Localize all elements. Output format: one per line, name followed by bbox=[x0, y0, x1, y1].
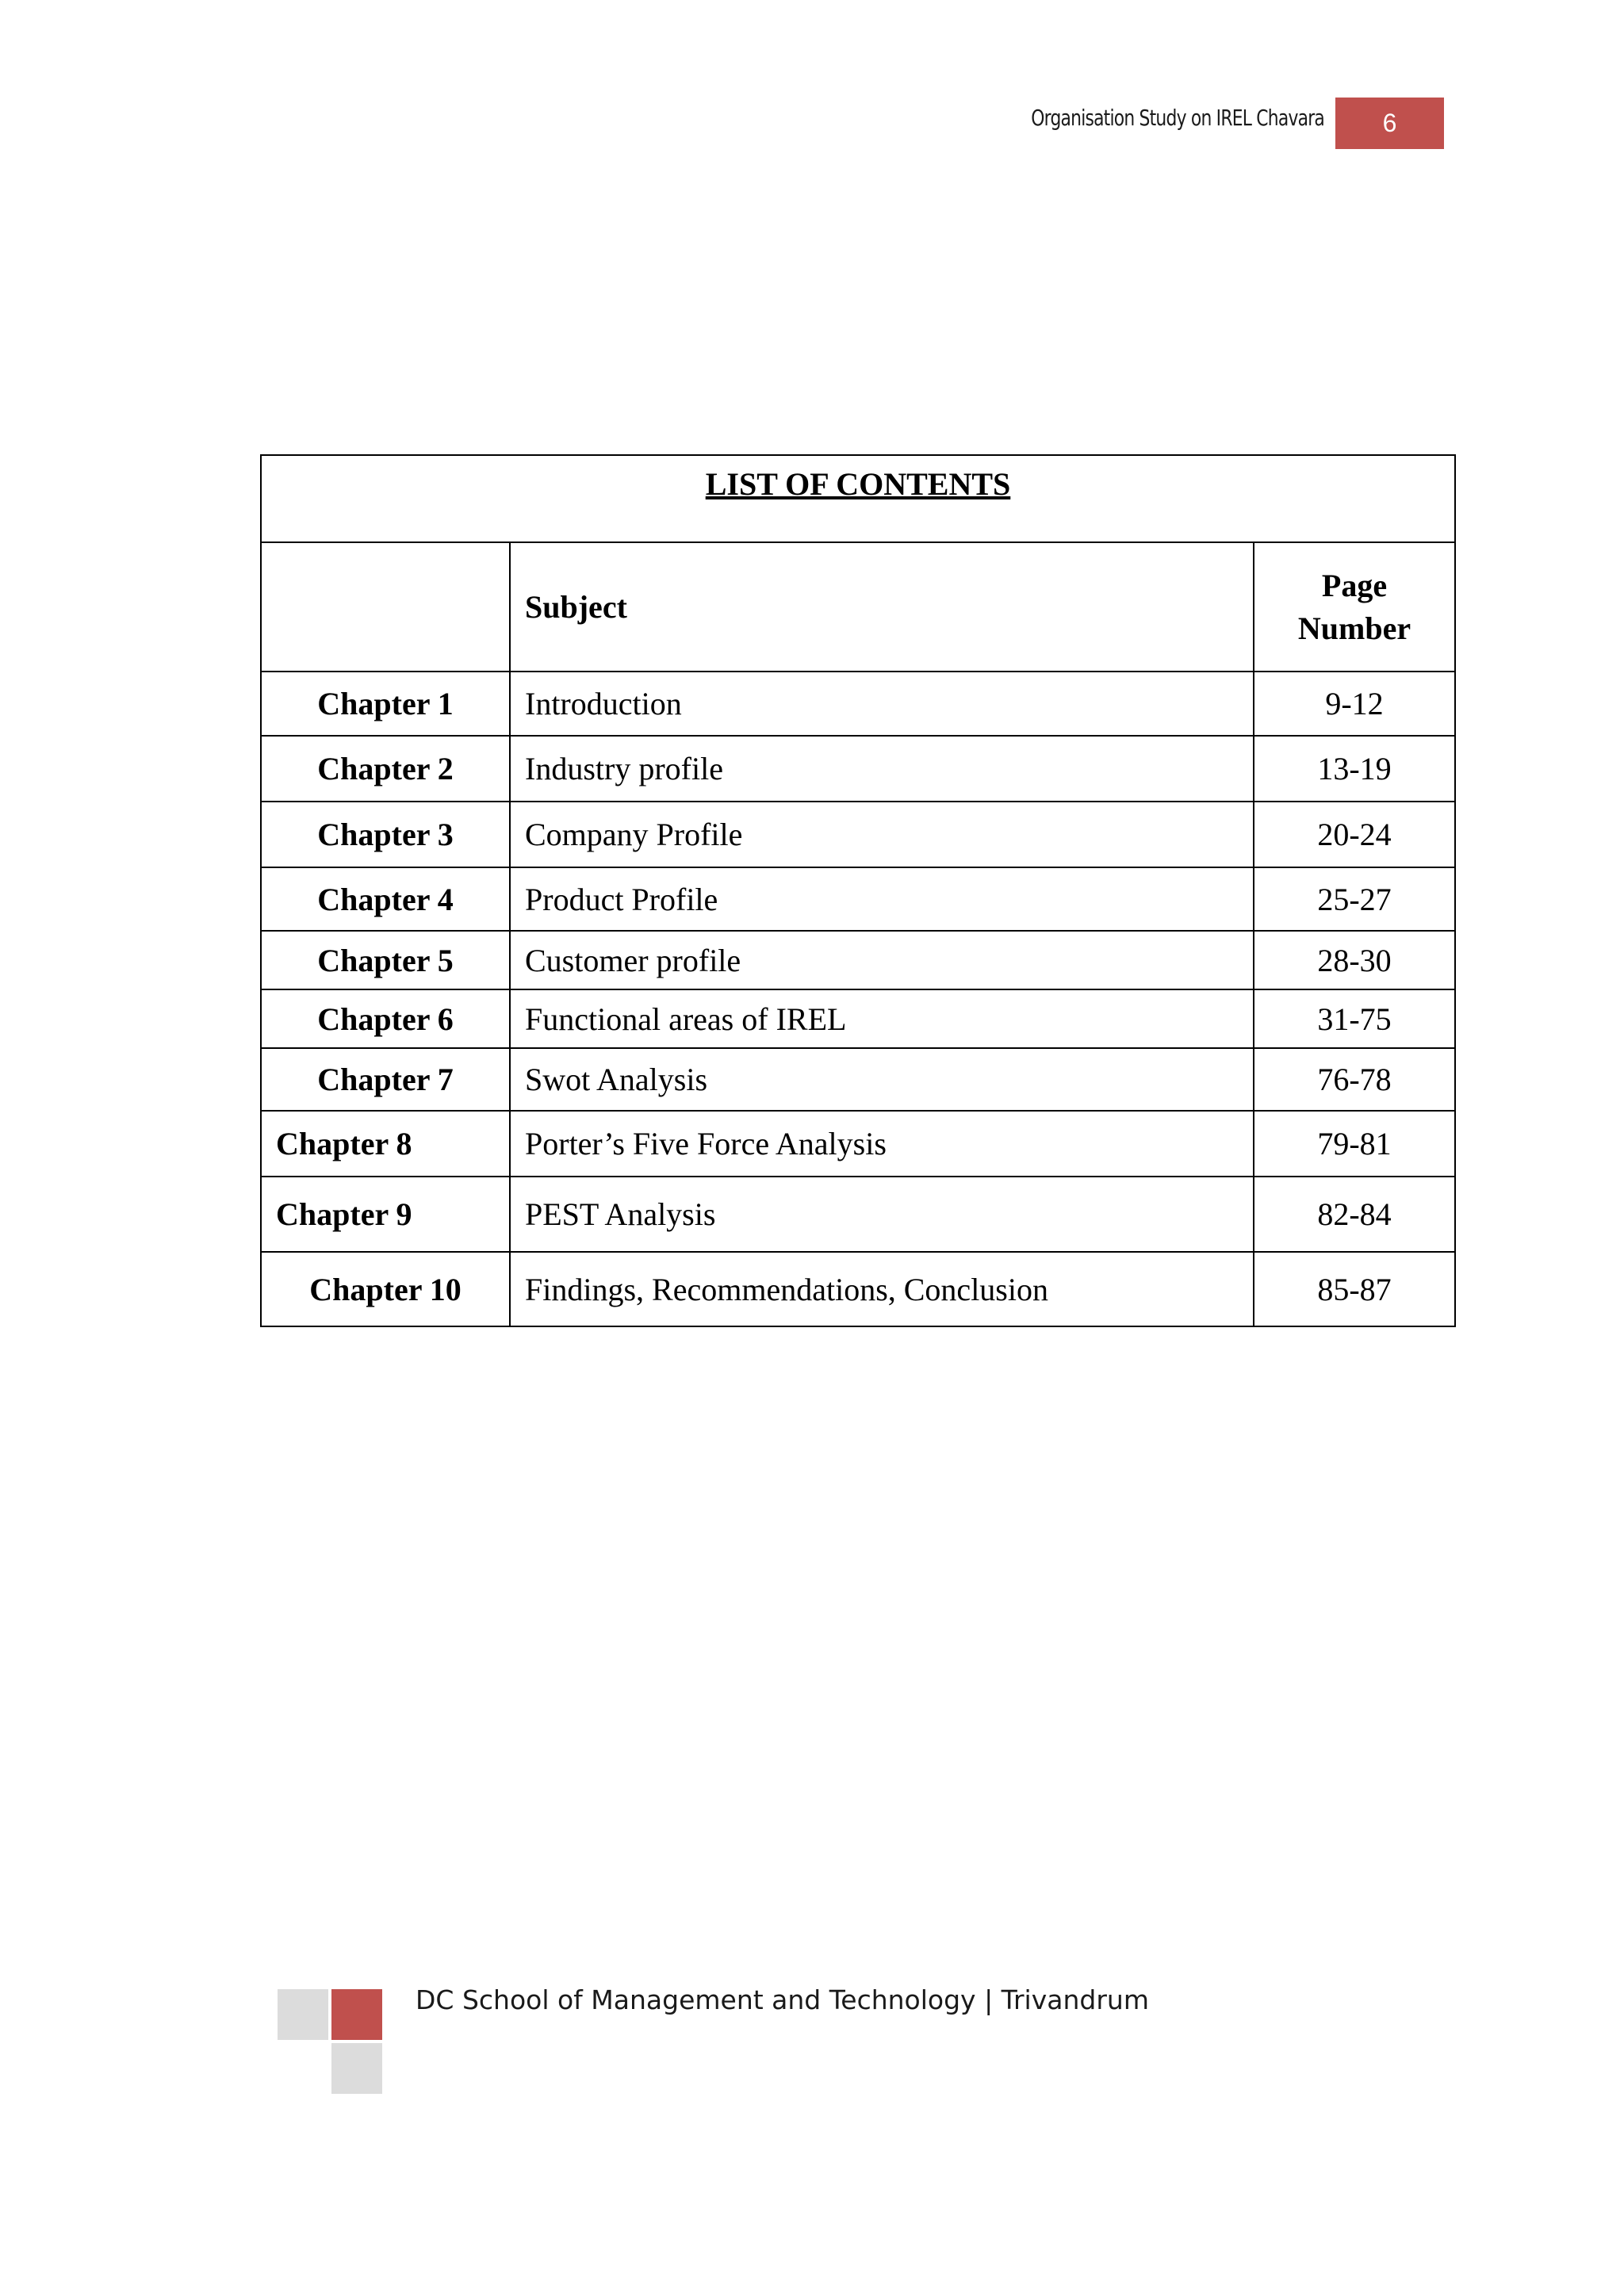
pages-cell: 28-30 bbox=[1254, 931, 1455, 989]
subject-cell: Product Profile bbox=[510, 867, 1254, 931]
pages-cell: 31-75 bbox=[1254, 989, 1455, 1048]
table-row bbox=[261, 802, 1455, 867]
footer-decor-square-gray bbox=[278, 1989, 328, 2040]
chapter-cell: Chapter 2 bbox=[261, 736, 510, 802]
subject-cell: Findings, Recommendations, Conclusion bbox=[510, 1252, 1254, 1326]
subject-cell: Introduction bbox=[510, 672, 1254, 736]
pages-cell: 9-12 bbox=[1254, 672, 1455, 736]
table-row bbox=[261, 672, 1455, 736]
table-row bbox=[261, 1111, 1455, 1177]
footer-decor-square-red bbox=[331, 1989, 382, 2040]
chapter-cell: Chapter 8 bbox=[261, 1111, 510, 1177]
table-row bbox=[261, 1048, 1455, 1111]
pages-cell: 82-84 bbox=[1254, 1177, 1455, 1252]
subject-cell: PEST Analysis bbox=[510, 1177, 1254, 1252]
chapter-cell: Chapter 1 bbox=[261, 672, 510, 736]
chapter-cell: Chapter 5 bbox=[261, 931, 510, 989]
chapter-cell: Chapter 7 bbox=[261, 1048, 510, 1111]
footer-decor-square-gray bbox=[331, 2043, 382, 2094]
pages-cell: 13-19 bbox=[1254, 736, 1455, 802]
header-page-number-label: Page Number bbox=[1297, 567, 1411, 646]
table-title-cell bbox=[261, 455, 1455, 542]
table-row bbox=[261, 931, 1455, 989]
chapter-cell: Chapter 4 bbox=[261, 867, 510, 931]
contents-table bbox=[260, 454, 1456, 1327]
pages-cell: 25-27 bbox=[1254, 867, 1455, 931]
table-title-row bbox=[261, 455, 1455, 542]
pages-cell: 76-78 bbox=[1254, 1048, 1455, 1111]
header-subject-cell: Subject bbox=[510, 542, 1254, 672]
table-row bbox=[261, 867, 1455, 931]
pages-cell: 85-87 bbox=[1254, 1252, 1455, 1326]
running-header-title: Organisation Study on IREL Chavara bbox=[1031, 105, 1324, 131]
chapter-cell: Chapter 6 bbox=[261, 989, 510, 1048]
subject-cell: Porter’s Five Force Analysis bbox=[510, 1111, 1254, 1177]
chapter-cell: Chapter 10 bbox=[261, 1252, 510, 1326]
page-number-badge: 6 bbox=[1335, 98, 1444, 149]
footer-institution-text: DC School of Management and Technology | Trivandrum bbox=[416, 1984, 1149, 2015]
table-row bbox=[261, 1252, 1455, 1326]
subject-cell: Company Profile bbox=[510, 802, 1254, 867]
header-chapter-cell bbox=[261, 542, 510, 672]
pages-cell: 79-81 bbox=[1254, 1111, 1455, 1177]
table-title: LIST OF CONTENTS bbox=[705, 466, 1011, 502]
table-row bbox=[261, 1177, 1455, 1252]
subject-cell: Functional areas of IREL bbox=[510, 989, 1254, 1048]
chapter-cell: Chapter 9 bbox=[261, 1177, 510, 1252]
table-row bbox=[261, 989, 1455, 1048]
pages-cell: 20-24 bbox=[1254, 802, 1455, 867]
header-page-number-cell bbox=[1254, 542, 1455, 672]
table-header-row bbox=[261, 542, 1455, 672]
subject-cell: Industry profile bbox=[510, 736, 1254, 802]
chapter-cell: Chapter 3 bbox=[261, 802, 510, 867]
subject-cell: Swot Analysis bbox=[510, 1048, 1254, 1111]
subject-cell: Customer profile bbox=[510, 931, 1254, 989]
table-row bbox=[261, 736, 1455, 802]
